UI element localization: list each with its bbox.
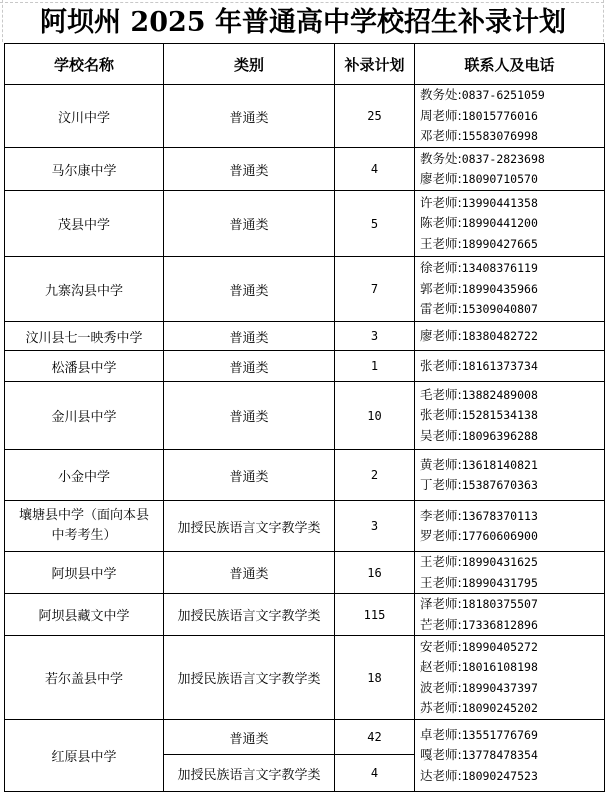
contact-name: 雷老师: <box>420 301 462 317</box>
contact-name: 李老师: <box>420 507 462 523</box>
contact-entry <box>420 657 604 678</box>
category-cell: 加授民族语言文字教学类 <box>164 501 335 552</box>
category-cell: 加授民族语言文字教学类 <box>164 636 335 720</box>
contact-phone: 18990437397 <box>461 680 538 695</box>
contact-name: 廖老师: <box>420 171 462 186</box>
school-name: 阿坝县藏文中学 <box>38 609 130 624</box>
contact-entry <box>420 126 604 147</box>
category-cell: 普通类 <box>164 322 335 351</box>
school-name-cell <box>5 191 164 257</box>
contact-phone: 13990441358 <box>461 195 538 210</box>
contact-name: 许老师: <box>420 194 462 210</box>
contact-phone: 0837-6251059 <box>461 88 545 103</box>
category-cell: 加授民族语言文字教学类 <box>164 594 335 636</box>
contact-name: 吴老师: <box>420 427 462 443</box>
contact-name: 教务处: <box>420 87 462 103</box>
contact-cell <box>415 351 605 382</box>
contact-cell <box>415 501 605 552</box>
contact-name: 王老师: <box>420 554 462 569</box>
school-name-cell <box>5 85 164 148</box>
quota-cell: 2 <box>335 450 415 501</box>
contact-entry <box>420 725 604 746</box>
contact-cell <box>415 257 605 322</box>
contact-entry <box>420 193 604 214</box>
contact-cell <box>415 148 605 191</box>
contact-entry <box>420 85 604 106</box>
contact-phone: 18990431625 <box>461 555 538 569</box>
contact-cell <box>415 720 605 792</box>
contact-name: 嘎老师: <box>420 747 462 763</box>
school-name-cell <box>5 720 164 792</box>
contact-phone: 18096396288 <box>461 428 538 443</box>
contact-entry <box>420 552 604 573</box>
contact-entry <box>420 385 604 406</box>
contact-entry <box>420 455 604 476</box>
contact-name: 黄老师: <box>420 456 462 472</box>
contact-entry <box>420 594 604 615</box>
category-cell: 普通类 <box>164 720 335 755</box>
quota-cell: 5 <box>335 191 415 257</box>
quota-cell: 7 <box>335 257 415 322</box>
contact-name: 王老师: <box>420 574 462 590</box>
contact-name: 苏老师: <box>420 700 462 715</box>
table-row <box>5 720 605 755</box>
contact-name: 张老师: <box>420 407 462 423</box>
contact-name: 周老师: <box>420 107 462 123</box>
contact-entry <box>420 149 604 170</box>
contact-phone: 13618140821 <box>461 457 538 472</box>
school-name: 茂县中学 <box>57 218 110 233</box>
contact-entry <box>420 698 604 719</box>
school-name: 九寨沟县中学 <box>44 283 123 299</box>
contact-name: 陈老师: <box>420 215 462 231</box>
enrollment-table <box>4 43 605 792</box>
quota-cell: 4 <box>335 755 415 792</box>
contact-name: 邓老师: <box>420 128 462 144</box>
contact-phone: 13408376119 <box>461 261 538 276</box>
contact-entry <box>420 526 604 547</box>
header-contact: 联系人及电话 <box>415 44 605 85</box>
contact-entry <box>420 299 604 320</box>
contact-phone: 15387670363 <box>461 478 538 492</box>
quota-cell: 10 <box>335 382 415 450</box>
contact-phone: 17760606900 <box>461 529 538 543</box>
contact-entry <box>420 426 604 447</box>
contact-phone: 18016108198 <box>461 660 538 674</box>
table-row <box>5 594 605 636</box>
contact-phone: 18015776016 <box>461 108 538 123</box>
contact-phone: 17336812896 <box>461 617 538 632</box>
contact-name: 郭老师: <box>420 280 462 296</box>
table-row <box>5 191 605 257</box>
contact-cell <box>415 85 605 148</box>
contact-phone: 18990431795 <box>461 575 538 590</box>
category-cell: 普通类 <box>164 148 335 191</box>
school-name-cell <box>5 257 164 322</box>
quota-cell: 18 <box>335 636 415 720</box>
quota-cell: 115 <box>335 594 415 636</box>
school-name-cell <box>5 382 164 450</box>
table-row <box>5 636 605 720</box>
contact-phone: 15309040807 <box>461 302 538 317</box>
contact-entry <box>420 356 604 377</box>
contact-entry <box>420 573 604 594</box>
table-row <box>5 501 605 552</box>
header-quota: 补录计划 <box>335 44 415 85</box>
quota-cell: 25 <box>335 85 415 148</box>
school-name-line: 中考考生） <box>51 528 117 543</box>
category-cell: 普通类 <box>164 382 335 450</box>
contact-entry <box>420 258 604 279</box>
contact-cell <box>415 322 605 351</box>
contact-cell <box>415 450 605 501</box>
contact-name: 卓老师: <box>420 726 462 742</box>
header-school: 学校名称 <box>5 44 164 85</box>
quota-cell: 16 <box>335 552 415 594</box>
contact-phone: 18090710570 <box>461 172 538 186</box>
school-name: 若尔盖县中学 <box>44 672 123 687</box>
quota-cell: 42 <box>335 720 415 755</box>
category-cell: 普通类 <box>164 552 335 594</box>
contact-phone: 18180375507 <box>461 597 538 611</box>
quota-cell: 1 <box>335 351 415 382</box>
quota-cell: 4 <box>335 148 415 191</box>
table-row <box>5 552 605 594</box>
table-row <box>5 85 605 148</box>
contact-name: 徐老师: <box>420 260 462 276</box>
contact-name: 丁老师: <box>420 477 462 492</box>
category-cell: 普通类 <box>164 351 335 382</box>
school-name: 松潘县中学 <box>51 360 117 376</box>
contact-cell <box>415 382 605 450</box>
school-name-cell <box>5 450 164 501</box>
contact-name: 张老师: <box>420 357 462 373</box>
contact-entry <box>420 637 604 658</box>
school-name: 汶川县七一映秀中学 <box>25 330 143 346</box>
contact-phone: 13778478354 <box>461 748 538 763</box>
contact-cell <box>415 191 605 257</box>
school-name-cell <box>5 552 164 594</box>
category-cell: 普通类 <box>164 257 335 322</box>
contact-phone: 13882489008 <box>461 387 538 402</box>
school-name-cell <box>5 351 164 382</box>
contact-name: 罗老师: <box>420 528 462 543</box>
contact-phone: 15281534138 <box>461 408 538 423</box>
school-name: 红原县中学 <box>51 750 117 765</box>
table-row <box>5 351 605 382</box>
contact-name: 芒老师: <box>420 616 462 632</box>
contact-name: 王老师: <box>420 235 462 251</box>
school-name-cell <box>5 501 164 552</box>
contact-name: 廖老师: <box>420 327 462 343</box>
contact-entry <box>420 745 604 766</box>
contact-name: 教务处: <box>420 150 462 166</box>
school-name: 金川县中学 <box>51 410 117 425</box>
school-name: 小金中学 <box>57 469 110 485</box>
contact-name: 泽老师: <box>420 596 462 611</box>
contact-cell <box>415 552 605 594</box>
contact-phone: 18090247523 <box>461 768 538 783</box>
contact-cell <box>415 594 605 636</box>
contact-phone: 18990435966 <box>461 281 538 296</box>
contact-phone: 13551776769 <box>461 727 538 742</box>
contact-phone: 18990427665 <box>461 236 538 251</box>
contact-entry <box>420 279 604 300</box>
table-header-row <box>5 44 605 85</box>
table-row <box>5 148 605 191</box>
table-body <box>5 85 605 792</box>
contact-phone: 13678370113 <box>461 508 538 523</box>
contact-entry <box>420 106 604 127</box>
contact-entry <box>420 615 604 636</box>
contact-phone: 18990441200 <box>461 216 538 231</box>
page-title: 阿坝州 2025 年普通高中学校招生补录计划 <box>40 7 566 38</box>
school-name-cell <box>5 322 164 351</box>
contact-name: 波老师: <box>420 679 462 695</box>
contact-phone: 0837-2823698 <box>461 151 545 166</box>
contact-entry <box>420 213 604 234</box>
school-name: 汶川中学 <box>57 110 110 126</box>
school-name: 阿坝县中学 <box>51 567 117 582</box>
contact-entry <box>420 326 604 347</box>
contact-entry <box>420 766 604 787</box>
contact-phone: 18161373734 <box>461 358 538 373</box>
school-name-cell <box>5 148 164 191</box>
quota-cell: 3 <box>335 501 415 552</box>
contact-entry <box>420 678 604 699</box>
quota-cell: 3 <box>335 322 415 351</box>
contact-entry <box>420 506 604 527</box>
contact-phone: 15583076998 <box>461 129 538 144</box>
category-cell: 加授民族语言文字教学类 <box>164 755 335 792</box>
category-cell: 普通类 <box>164 85 335 148</box>
contact-phone: 18990405272 <box>461 639 538 654</box>
school-name: 马尔康中学 <box>51 163 117 179</box>
contact-entry <box>420 405 604 426</box>
header-category: 类别 <box>164 44 335 85</box>
table-row <box>5 382 605 450</box>
contact-entry <box>420 475 604 496</box>
contact-phone: 18380482722 <box>461 328 538 343</box>
contact-cell <box>415 636 605 720</box>
contact-name: 赵老师: <box>420 659 462 674</box>
table-row <box>5 322 605 351</box>
contact-phone: 18090245202 <box>461 701 538 715</box>
category-cell: 普通类 <box>164 191 335 257</box>
table-row <box>5 257 605 322</box>
contact-name: 安老师: <box>420 638 462 654</box>
school-name-cell <box>5 636 164 720</box>
table-row <box>5 450 605 501</box>
contact-name: 达老师: <box>420 767 462 783</box>
contact-name: 毛老师: <box>420 386 462 402</box>
school-name-line: 壤塘县中学（面向本县 <box>18 508 149 523</box>
school-name-cell <box>5 594 164 636</box>
contact-entry <box>420 169 604 190</box>
contact-entry <box>420 234 604 255</box>
category-cell: 普通类 <box>164 450 335 501</box>
